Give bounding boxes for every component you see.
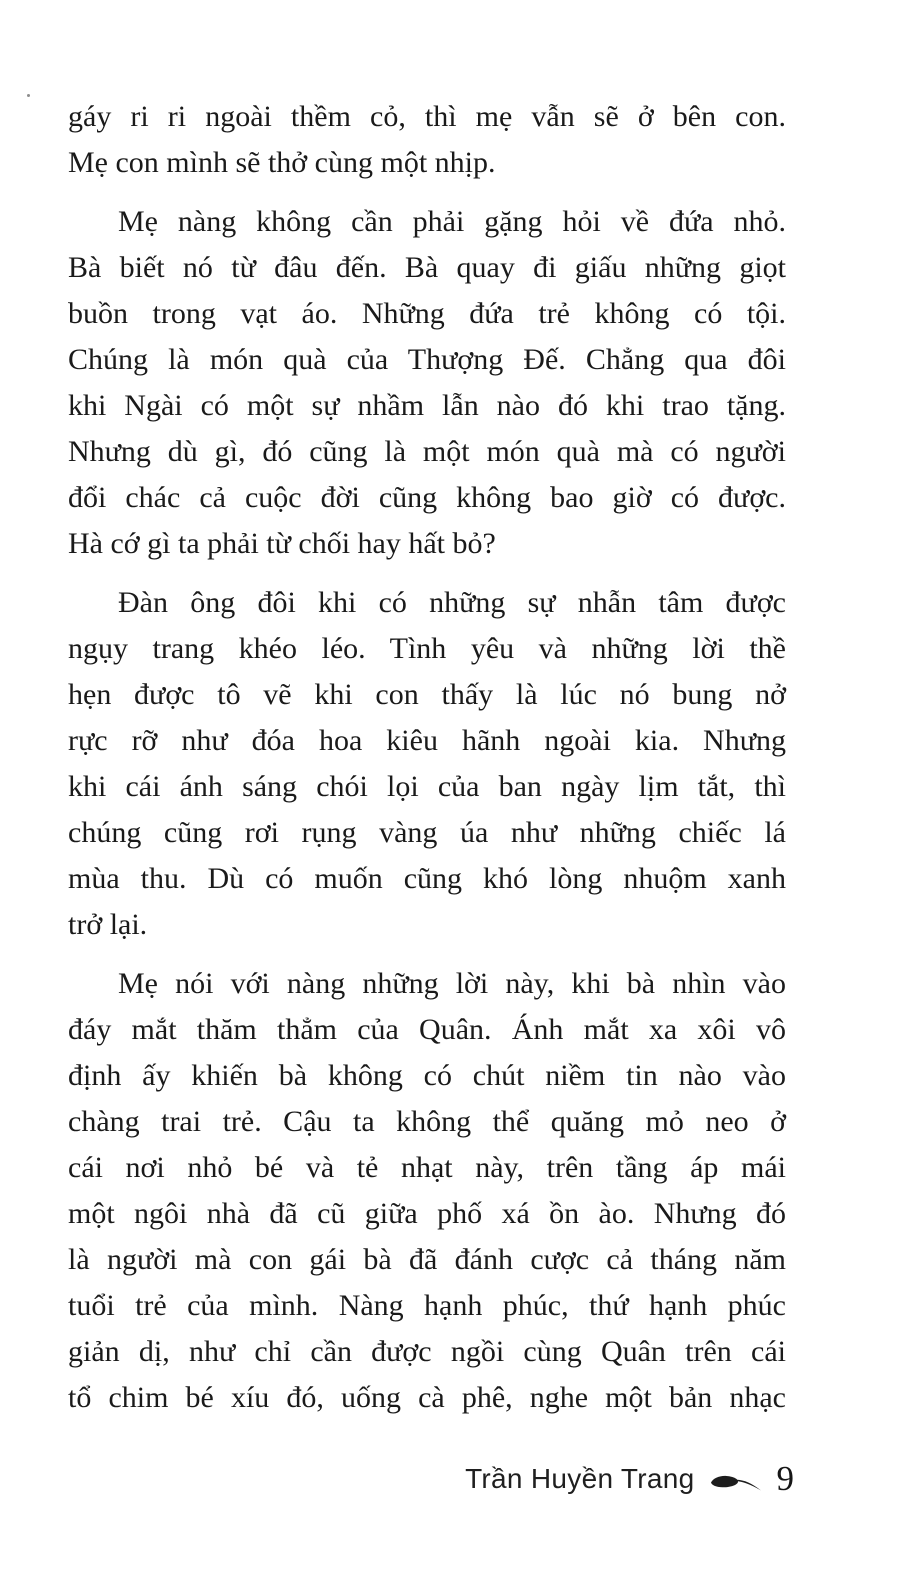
paragraph: [68, 94, 786, 186]
text-line: tuổi trẻ của mình. Nàng hạnh phúc, thứ hạnh phúc: [68, 1289, 786, 1322]
text-line: buồn trong vạt áo. Những đứa trẻ không có tội.: [68, 297, 786, 330]
text-line: Nhưng dù gì, đó cũng là một món quà mà có người: [68, 435, 786, 468]
text-line: là người mà con gái bà đã đánh cược cả tháng năm: [68, 1243, 786, 1276]
text-line: khi Ngài có một sự nhầm lẫn nào đó khi trao tặng.: [68, 389, 786, 422]
text-line: đáy mắt thăm thẳm của Quân. Ánh mắt xa xôi vô: [68, 1013, 786, 1046]
text-line: mùa thu. Dù có muốn cũng khó lòng nhuộm xanh: [68, 862, 786, 895]
text-line: Mẹ con mình sẽ thở cùng một nhịp.: [68, 146, 496, 179]
text-line: chúng cũng rơi rụng vàng úa như những chiếc lá: [68, 816, 786, 849]
page-text: [68, 94, 786, 1421]
text-line: cái nơi nhỏ bé và tẻ nhạt này, trên tầng áp mái: [68, 1151, 786, 1184]
text-line: gáy ri ri ngoài thềm cỏ, thì mẹ vẫn sẽ ở bên con.: [68, 100, 786, 133]
text-line: chàng trai trẻ. Cậu ta không thể quăng mỏ neo ở: [68, 1105, 786, 1138]
text-line: Đàn ông đôi khi có những sự nhẫn tâm được: [118, 586, 786, 619]
text-line: trở lại.: [68, 908, 148, 941]
text-line: Bà biết nó từ đâu đến. Bà quay đi giấu những giọt: [68, 251, 786, 284]
text-line: tổ chim bé xíu đó, uống cà phê, nghe một bản nhạc: [68, 1381, 786, 1414]
leaf-ornament-icon: [710, 1474, 764, 1494]
text-line: Mẹ nàng không cần phải gặng hỏi về đứa nhỏ.: [118, 205, 786, 238]
text-line: Hà cớ gì ta phải từ chối hay hất bỏ?: [68, 527, 496, 560]
text-line: đổi chác cả cuộc đời cũng không bao giờ có được.: [68, 481, 786, 514]
text-line: định ấy khiến bà không có chút niềm tin nào vào: [68, 1059, 786, 1092]
paragraph: [68, 961, 786, 1421]
text-line: rực rỡ như đóa hoa kiêu hãnh ngoài kia. Nhưng: [68, 724, 786, 757]
text-line: Chúng là món quà của Thượng Đế. Chẳng qua đôi: [68, 343, 786, 376]
text-line: giản dị, như chỉ cần được ngồi cùng Quân trên cái: [68, 1335, 786, 1368]
text-line: một ngôi nhà đã cũ giữa phố xá ồn ào. Nhưng đó: [68, 1197, 786, 1230]
text-line: khi cái ánh sáng chói lọi của ban ngày lịm tắt, thì: [68, 770, 786, 803]
author-name: Trần Huyền Trang: [465, 1463, 695, 1494]
page-number: 9: [776, 1459, 794, 1498]
scan-speck: [27, 94, 30, 97]
text-line: Mẹ nói với nàng những lời này, khi bà nhìn vào: [118, 967, 786, 1000]
text-line: hẹn được tô vẽ khi con thấy là lúc nó bung nở: [68, 678, 786, 711]
text-line: ngụy trang khéo léo. Tình yêu và những lời thề: [68, 632, 786, 665]
page-footer: [465, 1459, 794, 1499]
paragraph: [68, 199, 786, 567]
paragraph: [68, 580, 786, 948]
